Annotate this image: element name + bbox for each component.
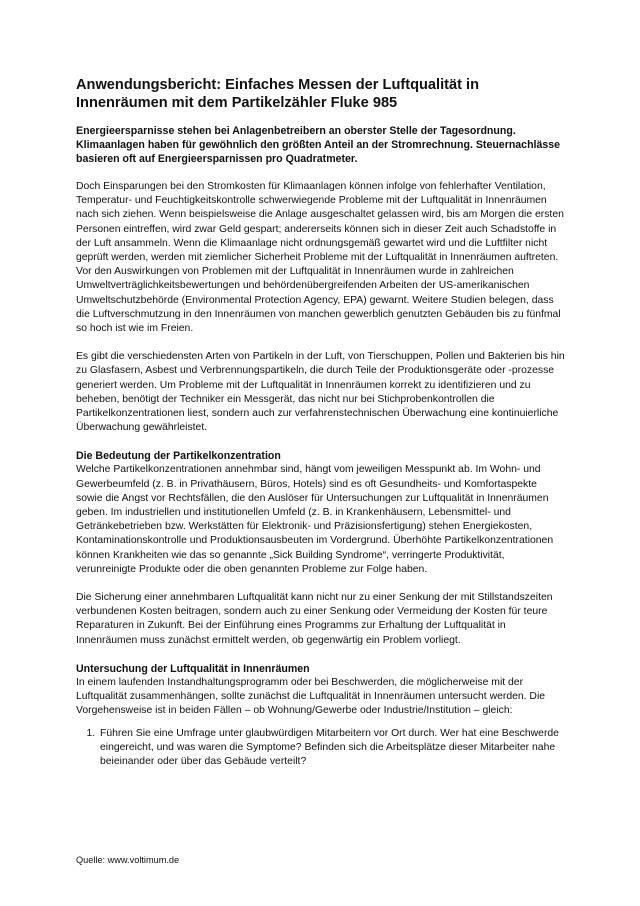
body-paragraph: Es gibt die verschiedensten Arten von Partikeln in der Luft, von Tierschuppen, Pollen und Bakterien bis hin zu Glasfasern, Asbest und Verbrennungspartikeln, die durch Teile der Produktionsgeräte oder -prozesse generiert werden. Um Probleme mit der Luftqualität in Innenräumen korrekt zu identifizieren und zu beheben, benötigt der Techniker ein Messgerät, das nicht nur bei Stichprobenkontrollen die Partikelkonzentrationen liest, sondern auch zur verfahrenstechnischen Überwachung eine kontinuierliche Überwachung gewährleistet. [76,351,565,434]
lead-paragraph: Energieersparnisse stehen bei Anlagenbetreibern an oberster Stelle der Tagesordnung. Klimaanlagen haben für gewöhnlich den größten Anteil an der Stromrechnung. Steuernachlässe basieren oft auf Energieersparnissen pro Quadratmeter. [76,125,561,165]
body-paragraph: In einem laufenden Instandhaltungsprogramm oder bei Beschwerden, die möglicherweise mit der Luftqualität zusammenhängen, sollte zunächst die Luftqualität in Innenräumen untersucht werden. Die Vorgehensweise ist in beiden Fällen – ob Wohnung/Gewerbe oder Industrie/Institution – gleich: [76,676,546,717]
body-paragraph: Die Sicherung einer annehmbaren Luftqualität kann nicht nur zu einer Senkung der mit Stillstandszeiten verbundenen Kosten beitragen, sondern auch zu einer Senkung oder Vermeidung der Kosten für teure Reparaturen in Zukunft. Bei der Einführung eines Programms zur Erhaltung der Luftqualität in Innenräumen muss zunächst ermittelt werden, ob gegenwärtig ein Problem vorliegt. [76,592,553,646]
body-paragraph: Doch Einsparungen bei den Stromkosten für Klimaanlagen können infolge von fehlerhafter Ventilation, Temperatur- und Feuchtigkeitskontrolle schwerwiegende Probleme mit der Luftqualität in Innenräumen nach sich ziehen. Wenn beispielsweise die Anlage ausgeschaltet gelassen wird, bis am Morgen die ersten Personen eintreffen, wird zwar Geld gespart; andererseits können sich in dieser Zeit auch Schadstoffe in der Luft ansammeln. Wenn die Klimaanlage nicht ordnungsgemäß gewartet wird und die Luftfilter nicht geprüft werden, werden mit ziemlicher Sicherheit Probleme mit der Luftqualität in Innenräumen auftreten. Vor den Auswirkungen von Problemen mit der Luftqualität in Innenräumen wurde in zahlreichen Umweltverträglichkeitsbewertungen und behördenübergreifenden Arbeiten der US-amerikanischen Umweltschutzbehörde (Environmental Protection Agency, EPA) gewarnt. Weitere Studien belegen, dass die Luftverschmutzung in den Innenräumen von manchen gewerblich genutzten Gebäuden bis zu fünfmal so hoch ist wie im Freien. [76,181,564,335]
numbered-list [76,727,566,770]
document-page [76,76,566,769]
body-paragraph: Welche Partikelkonzentrationen annehmbar sind, hängt vom jeweiligen Messpunkt ab. Im Wohn- und Gewerbeumfeld (z. B. in Privathäusern, Büros, Hotels) sind es oft Gesundheits- und Komfortaspekte sowie die Angst vor Rechtsfällen, die den Auslöser für Untersuchungen zur Luftqualität in Innenräumen geben. Im industriellen und institutionellen Umfeld (z. B. in Krankenhäusern, Lebensmittel- und Getränkebetrieben bzw. Werkstätten für Elektronik- und Präzisionsfertigung) stehen Energiekosten, Kontaminationskontrolle und Produktionsausbeuten im Vordergrund. Überhöhte Partikelkonzentrationen können Krankheiten wie das so genannte „Sick Building Syndrome“, verringerte Produktivität, verunreinigte Produkte oder die oben genannten Probleme zur Folge haben. [76,464,554,575]
section-heading-partikelkonzentration: Die Bedeutung der Partikelkonzentration [76,450,281,463]
document-title: Anwendungsbericht: Einfaches Messen der Luftqualität in Innenräumen mit dem Partikelzähler Fluke 985 [76,77,479,111]
list-item: 1. Führen Sie eine Umfrage unter glaubwürdigen Mitarbeitern vor Ort durch. Wer hat eine Beschwerde eingereicht, und was waren die Symptome? Befinden sich die Arbeitsplätze dieser Mitarbeiter nahe beieinander oder über das Gebäude verteilt? [98,727,566,770]
section-heading-untersuchung: Untersuchung der Luftqualität in Innenräumen [76,662,310,675]
source-footer: Quelle: www.voltimum.de [76,855,180,865]
